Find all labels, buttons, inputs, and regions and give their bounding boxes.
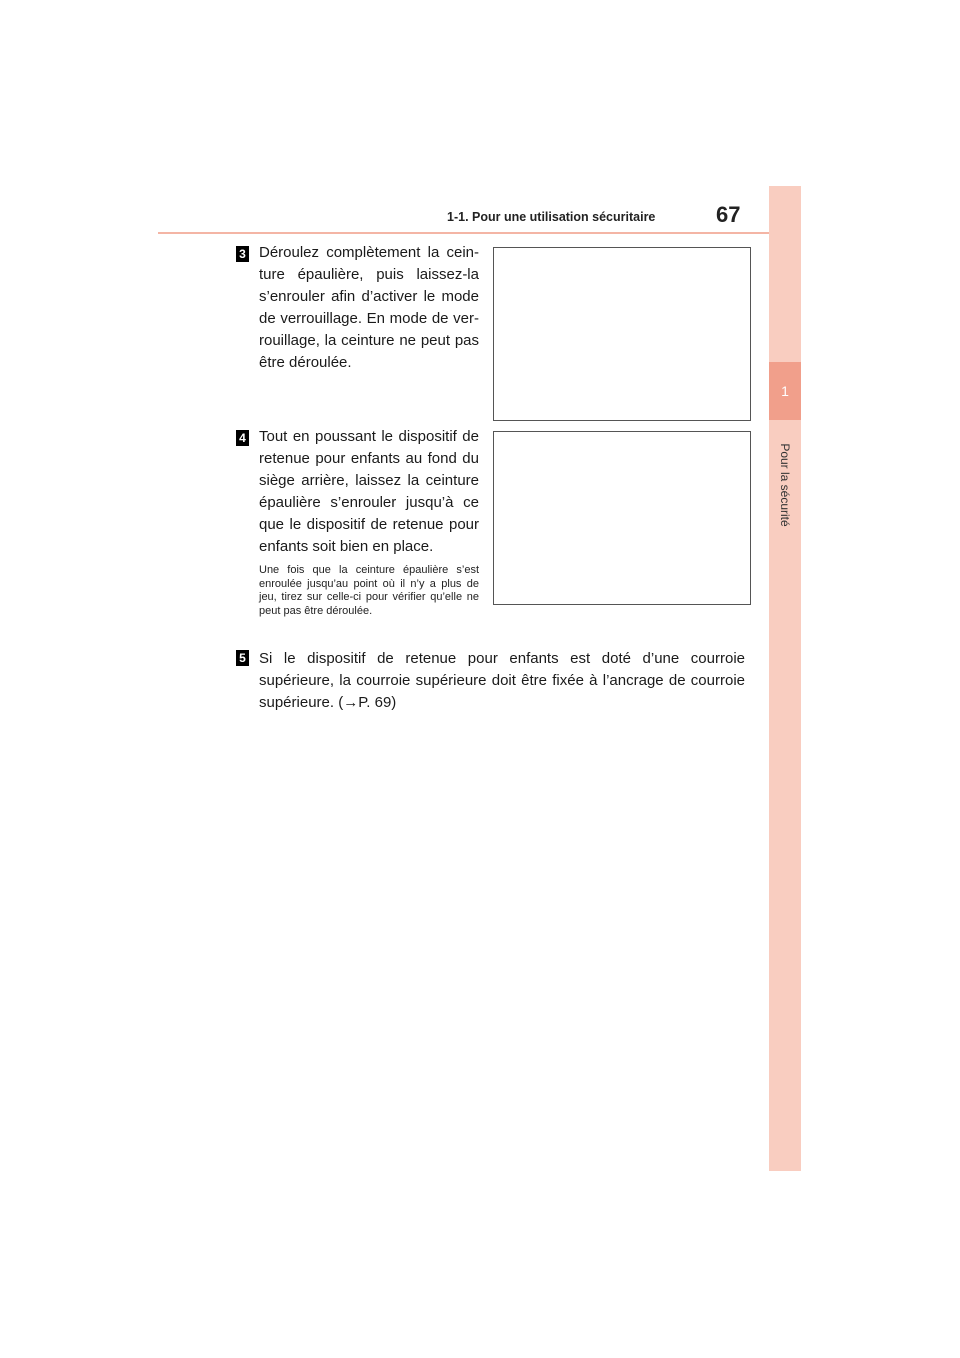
section-title: 1-1. Pour une utilisation sécuritaire (447, 210, 656, 224)
step-3-badge: 3 (236, 246, 249, 262)
page-number: 67 (716, 202, 741, 227)
chapter-side-tab (769, 186, 801, 1171)
step-3-illustration (493, 247, 751, 421)
step-3-text: Déroulez complètement la cein- ture épaulière, puis laissez-la s’enrouler afin d’activer le mode de verrouillage. En mode de ver- rouillage, la ceinture ne peut pas être déroulée. (259, 244, 479, 371)
header-divider (158, 232, 801, 234)
step-4-badge: 4 (236, 430, 249, 446)
chapter-number: 1 (781, 383, 789, 399)
step-4-note: Une fois que la ceinture épaulière s’est enroulée jusqu’au point où il n’y a plus de jeu, tirez sur celle-ci pour vérifier qu’elle ne peut pas être déroulée. (259, 564, 479, 617)
step-5-text: Si le dispositif de retenue pour enfants est doté d’une courroie supérieure, la courroie supérieure doit être fixée à l’ancrage de courroie supérieure. (→P. 69) (259, 650, 745, 711)
step-4-illustration (493, 431, 751, 605)
chapter-label: Pour la sécurité (778, 443, 792, 527)
step-4-text: Tout en poussant le dispositif de retenue pour enfants au fond du siège arrière, laissez la ceinture épaulière s’enrouler jusqu’à ce que le dispositif de retenue pour enfants soit bien en place. (259, 428, 479, 555)
step-5-badge: 5 (236, 650, 249, 666)
chapter-number-tab (769, 362, 801, 420)
